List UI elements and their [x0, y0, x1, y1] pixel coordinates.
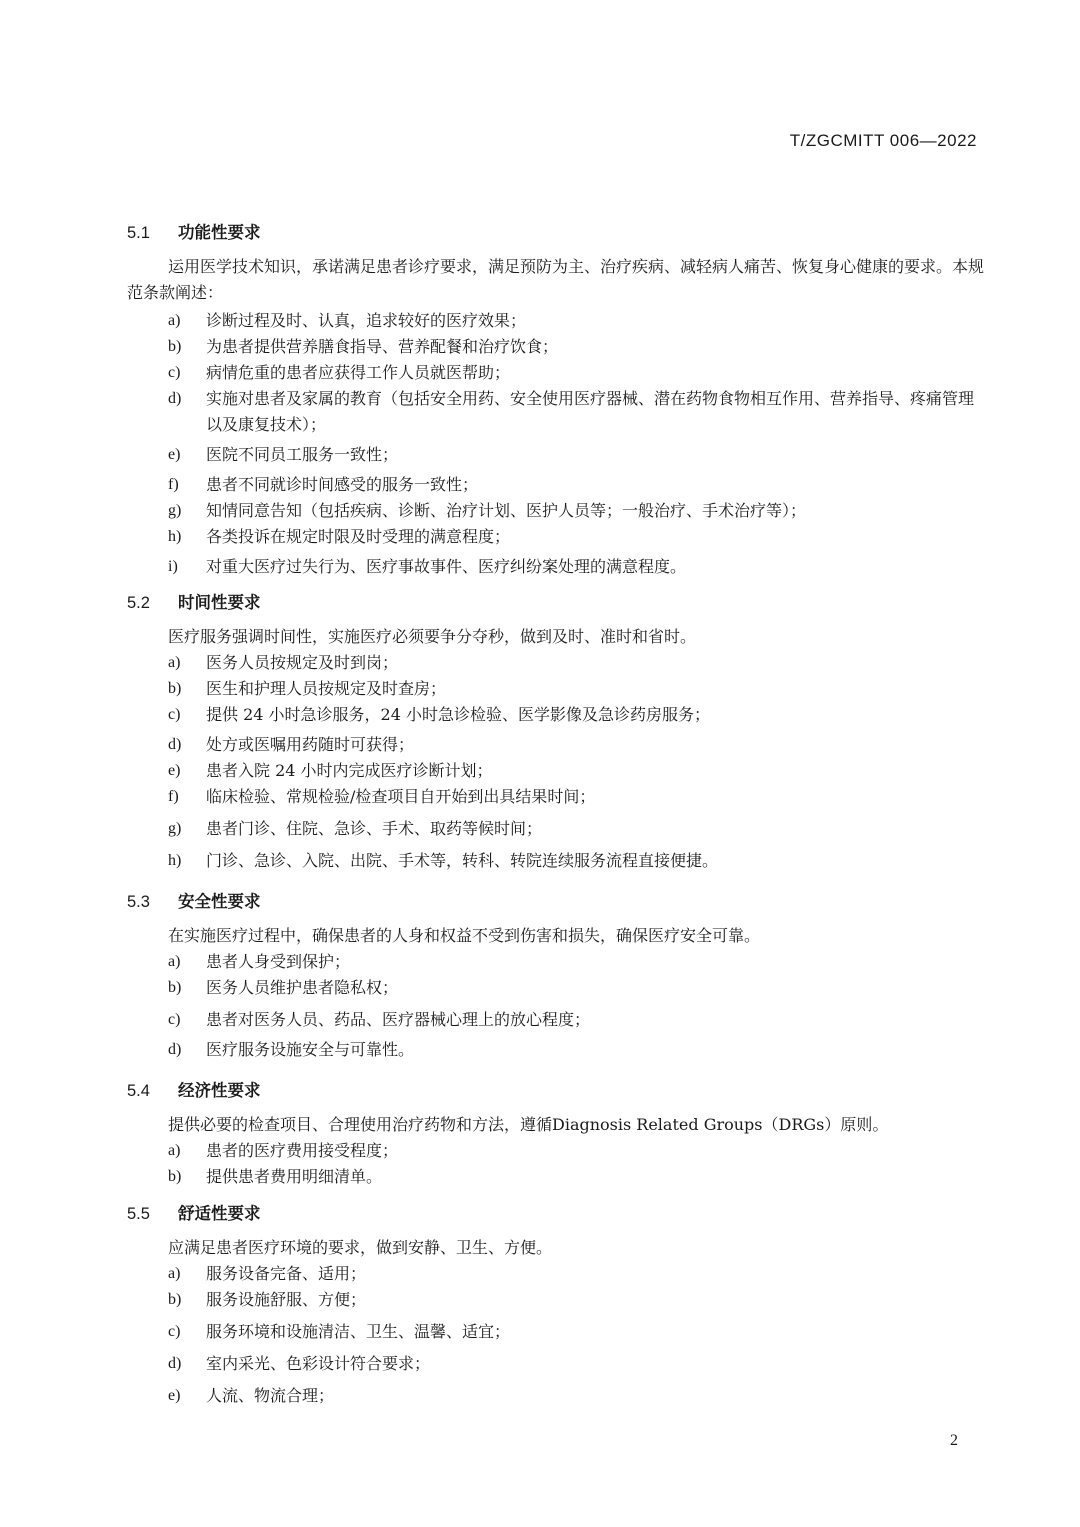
requirement-list	[127, 650, 987, 874]
item-marker: a)	[168, 953, 181, 970]
item-marker: d)	[168, 736, 182, 753]
section-title: 舒适性要求	[178, 1204, 261, 1223]
section-title: 功能性要求	[178, 223, 261, 242]
section-title: 经济性要求	[178, 1081, 261, 1100]
section-title: 安全性要求	[178, 892, 261, 911]
list-item	[127, 1383, 987, 1409]
item-text: 提供患者费用明细清单。	[206, 1167, 383, 1186]
section-intro: 在实施医疗过程中，确保患者的人身和权益不受到伤害和损失，确保医疗安全可靠。	[168, 926, 761, 945]
list-item	[127, 360, 987, 386]
section-number: 5.5	[127, 1205, 150, 1223]
section-title: 时间性要求	[178, 593, 261, 612]
section-number: 5.4	[127, 1082, 150, 1100]
item-marker: c)	[168, 364, 181, 381]
item-text: 诊断过程及时、认真，追求较好的医疗效果；	[206, 311, 527, 330]
item-text: 医生和护理人员按规定及时查房；	[206, 679, 447, 698]
section-5-5	[127, 1200, 987, 1409]
item-text: 提供 24 小时急诊服务，24 小时急诊检验、医学影像及急诊药房服务；	[206, 705, 710, 724]
item-marker: g)	[168, 820, 182, 837]
item-text: 室内采光、色彩设计符合要求；	[206, 1354, 431, 1373]
item-text: 处方或医嘱用药随时可获得；	[206, 735, 415, 754]
item-text: 医务人员按规定及时到岗；	[206, 653, 399, 672]
item-text: 患者入院 24 小时内完成医疗诊断计划；	[206, 761, 493, 780]
list-item	[127, 975, 987, 1001]
item-text: 患者对医务人员、药品、医疗器械心理上的放心程度；	[206, 1010, 591, 1029]
section-number: 5.2	[127, 594, 150, 612]
item-marker: h)	[168, 528, 182, 545]
item-marker: g)	[168, 502, 182, 519]
requirement-list	[127, 308, 987, 580]
list-item	[127, 650, 987, 676]
section-5-4	[127, 1077, 987, 1190]
item-marker: b)	[168, 1168, 182, 1185]
section-number: 5.3	[127, 893, 150, 911]
item-marker: b)	[168, 1291, 182, 1308]
item-text: 医疗服务设施安全与可靠性。	[206, 1040, 415, 1059]
item-text: 服务设备完备、适用；	[206, 1264, 367, 1283]
item-marker: f)	[168, 788, 179, 805]
item-marker: b)	[168, 338, 182, 355]
list-item	[127, 1037, 987, 1063]
list-item	[127, 702, 987, 728]
requirement-list	[127, 1138, 987, 1190]
item-text: 临床检验、常规检验/检查项目自开始到出具结果时间；	[206, 787, 596, 806]
section-intro: 应满足患者医疗环境的要求，做到安静、卫生、方便。	[168, 1238, 553, 1257]
list-item	[127, 498, 987, 524]
item-text: 病情危重的患者应获得工作人员就医帮助；	[206, 363, 511, 382]
list-item	[127, 1164, 987, 1190]
section-number: 5.1	[127, 224, 150, 242]
list-item	[127, 676, 987, 702]
section-intro: 医疗服务强调时间性，实施医疗必须要争分夺秒，做到及时、准时和省时。	[168, 627, 697, 646]
item-marker: c)	[168, 706, 181, 723]
section-heading	[127, 888, 987, 912]
list-item	[127, 524, 987, 550]
item-marker: a)	[168, 1142, 181, 1159]
list-item	[127, 784, 987, 810]
item-marker: d)	[168, 390, 182, 407]
section-5-2	[127, 589, 987, 874]
item-marker: b)	[168, 979, 182, 996]
section-heading	[127, 219, 987, 243]
item-marker: a)	[168, 654, 181, 671]
list-item	[127, 1351, 987, 1377]
item-text: 门诊、急诊、入院、出院、手术等，转科、转院连续服务流程直接便捷。	[206, 851, 719, 870]
item-marker: e)	[168, 762, 181, 779]
item-marker: e)	[168, 446, 181, 463]
item-text: 服务设施舒服、方便；	[206, 1290, 367, 1309]
item-text: 患者的医疗费用接受程度；	[206, 1141, 399, 1160]
list-item	[127, 848, 987, 874]
list-item	[127, 472, 987, 498]
section-heading	[127, 1200, 987, 1224]
item-marker: a)	[168, 1265, 181, 1282]
item-text: 对重大医疗过失行为、医疗事故事件、医疗纠纷案处理的满意程度。	[206, 557, 687, 576]
requirement-list	[127, 1261, 987, 1409]
page-number: 2	[950, 1432, 958, 1449]
item-text: 各类投诉在规定时限及时受理的满意程度；	[206, 527, 511, 546]
list-item	[127, 386, 987, 438]
section-intro: 运用医学技术知识，承诺满足患者诊疗要求，满足预防为主、治疗疾病、减轻病人痛苦、恢复身心健康的要求。本规范条款阐述：	[127, 257, 985, 302]
section-heading	[127, 589, 987, 613]
item-text: 实施对患者及家属的教育（包括安全用药、安全使用医疗器械、潜在药物食物相互作用、营养指导、疼痛管理以及康复技术）；	[206, 389, 975, 434]
item-marker: f)	[168, 476, 179, 493]
item-marker: c)	[168, 1323, 181, 1340]
list-item	[127, 758, 987, 784]
item-marker: i)	[168, 558, 178, 575]
section-5-1	[127, 219, 987, 580]
item-marker: e)	[168, 1387, 181, 1404]
item-marker: d)	[168, 1041, 182, 1058]
requirement-list	[127, 949, 987, 1063]
item-text: 医院不同员工服务一致性；	[206, 445, 399, 464]
list-item	[127, 732, 987, 758]
item-marker: b)	[168, 680, 182, 697]
item-text: 患者门诊、住院、急诊、手术、取药等候时间；	[206, 819, 543, 838]
item-text: 服务环境和设施清洁、卫生、温馨、适宜；	[206, 1322, 511, 1341]
list-item	[127, 949, 987, 975]
section-5-3	[127, 888, 987, 1063]
item-text: 医务人员维护患者隐私权；	[206, 978, 399, 997]
list-item	[127, 1138, 987, 1164]
item-text: 知情同意告知（包括疾病、诊断、治疗计划、医护人员等；一般治疗、手术治疗等）；	[206, 501, 807, 520]
document-code: T/ZGCMITT 006—2022	[789, 131, 977, 150]
section-intro: 提供必要的检查项目、合理使用治疗药物和方法，遵循Diagnosis Related Groups（DRGs）原则。	[168, 1115, 889, 1134]
item-text: 人流、物流合理；	[206, 1386, 335, 1405]
list-item	[127, 1261, 987, 1287]
list-item	[127, 1287, 987, 1313]
list-item	[127, 442, 987, 468]
list-item	[127, 1319, 987, 1345]
list-item	[127, 308, 987, 334]
item-marker: c)	[168, 1011, 181, 1028]
list-item	[127, 1007, 987, 1033]
list-item	[127, 334, 987, 360]
item-text: 患者人身受到保护；	[206, 952, 351, 971]
list-item	[127, 816, 987, 842]
document-body	[127, 219, 987, 1409]
item-marker: h)	[168, 852, 182, 869]
item-text: 为患者提供营养膳食指导、营养配餐和治疗饮食；	[206, 337, 559, 356]
item-text: 患者不同就诊时间感受的服务一致性；	[206, 475, 479, 494]
list-item	[127, 554, 987, 580]
section-heading	[127, 1077, 987, 1101]
item-marker: a)	[168, 312, 181, 329]
item-marker: d)	[168, 1355, 182, 1372]
